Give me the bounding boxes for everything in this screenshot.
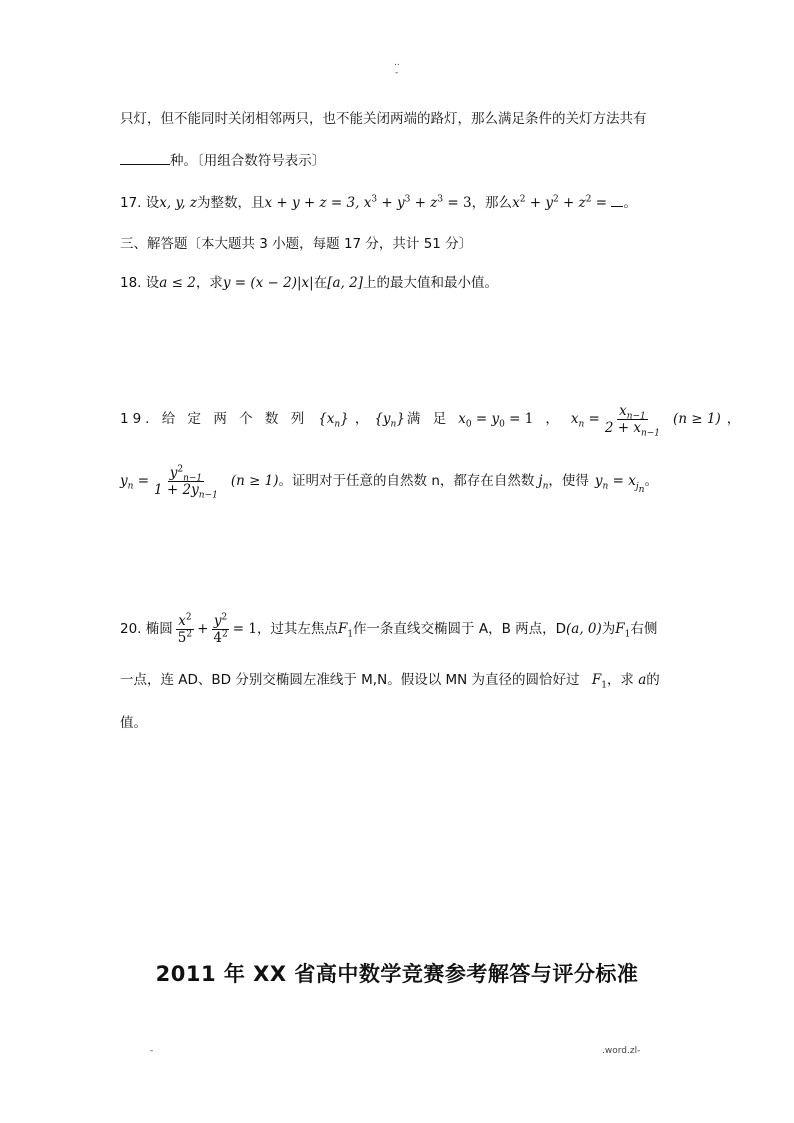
q20-frac2: $\frac{y^2}{4^2}$ bbox=[213, 612, 228, 646]
q18-cond: a ≤ 2 bbox=[159, 275, 196, 291]
q20-line2-tail: ，求 bbox=[606, 672, 634, 688]
q20-line2-end: 的 bbox=[646, 672, 660, 688]
footer-left: - bbox=[150, 1046, 154, 1056]
header-dash: - bbox=[395, 68, 399, 78]
q19-satisfy: 满 足 bbox=[406, 411, 451, 427]
q19-line2 bbox=[120, 460, 658, 502]
footer-right: .word.zl- bbox=[602, 1046, 641, 1056]
q20-plus: + bbox=[197, 621, 209, 637]
answer-key-title: 2011 年 XX 省高中数学竞赛参考解答与评分标准 bbox=[155, 962, 639, 986]
q20-line3: 值。 bbox=[120, 715, 147, 731]
q19-period: 。 bbox=[644, 473, 658, 489]
q20-text2: 作一条直线交椭圆于 A，B 两点，D bbox=[353, 621, 567, 637]
q18-mid: ，求 bbox=[195, 275, 223, 291]
section3-heading: 三、解答题〔本大题共 3 小题，每题 17 分，共计 51 分〕 bbox=[120, 236, 473, 252]
q19-lead: 19. 给 定 两 个 数 列 bbox=[120, 411, 309, 427]
q19-seq-x: $\{x_n\}$ bbox=[318, 411, 349, 430]
q20-line1 bbox=[120, 607, 657, 651]
q17-eq-end: = 3 bbox=[443, 195, 472, 211]
q20-a: a bbox=[638, 672, 647, 688]
q19-y-fraction: $\frac{y^2_{n-1}}{1 + 2y_{n-1}}$ bbox=[154, 464, 218, 501]
q17-end: 。 bbox=[623, 195, 637, 211]
q19-comma-3: ， bbox=[726, 411, 741, 427]
q19-cond-1: (n ≥ 1) bbox=[673, 411, 721, 427]
q17-vars: x, y, z bbox=[159, 195, 197, 211]
q18-num: 18. 设 bbox=[120, 275, 160, 291]
q17-ask-c: + z bbox=[558, 195, 586, 211]
q19-result: $y_n = x_{j_n}$ bbox=[594, 473, 645, 495]
q16-line1: 只灯，但不能同时关闭相邻两只，也不能关闭两端的路灯，那么满足条件的关灯方法共有 bbox=[120, 111, 647, 127]
q19-tail: 。证明对于任意的自然数 n，都存在自然数 bbox=[278, 473, 535, 489]
q18-on: 在 bbox=[313, 275, 328, 291]
q19-xn: $x_n$ = bbox=[570, 411, 600, 430]
q17-answer-blank bbox=[611, 194, 623, 207]
q20-F1-c: $F_1$ bbox=[591, 672, 607, 691]
q19-comma-1: ， bbox=[354, 411, 369, 427]
q18-interval: [a, 2] bbox=[327, 275, 363, 291]
q20-text1: ，过其左焦点 bbox=[256, 621, 338, 637]
q18-func: y = (x − 2)|x| bbox=[222, 275, 314, 291]
q20-point: (a, 0) bbox=[566, 621, 602, 637]
q17-num: 17. 设 bbox=[120, 195, 160, 211]
q20-num: 20. 椭圆 bbox=[120, 621, 173, 637]
q20-line2 bbox=[120, 670, 660, 690]
q17-eq1: x + y + z = 3, x bbox=[264, 195, 372, 211]
q16-line2-text: 种。〔用组合数符号表示〕 bbox=[170, 153, 326, 169]
q19-seq-y: $\{y_n\}$ bbox=[374, 411, 405, 430]
q18 bbox=[120, 273, 498, 293]
q17-ask-a: x bbox=[512, 195, 520, 211]
q20-frac1: $\frac{x^2}{5^2}$ bbox=[177, 612, 193, 646]
q16-line2 bbox=[120, 150, 325, 171]
header-mark: .. bbox=[394, 58, 400, 68]
q20-text4: 右侧 bbox=[630, 621, 658, 637]
q17-then: ，那么 bbox=[471, 195, 513, 211]
q17-ask-d: = bbox=[591, 195, 612, 211]
q17-cond-text: 为整数，且 bbox=[197, 195, 265, 211]
q20-line2-text: 一点，连 AD、BD 分别交椭圆左准线于 M,N。假设以 MN 为直径的圆恰好过 bbox=[120, 672, 580, 688]
q19-yn: $y_n$ = bbox=[120, 473, 150, 492]
q20-text3: 为 bbox=[601, 621, 616, 637]
q16-answer-blank bbox=[120, 150, 170, 165]
q19-cond-2: (n ≥ 1) bbox=[230, 473, 279, 489]
q17-ask-b: + y bbox=[525, 195, 553, 211]
q19-x-fraction: $\frac{x_{n-1}}{2 + x_{n-1}}$ bbox=[604, 402, 661, 439]
q20-F1: $F_1$ bbox=[337, 621, 354, 640]
q20-F1-b: $F_1$ bbox=[615, 621, 631, 640]
q18-tail: 上的最大值和最小值。 bbox=[362, 275, 498, 291]
q19-line1 bbox=[120, 398, 740, 440]
q17-eq-rest: + y bbox=[377, 195, 405, 211]
q20-eq: = 1 bbox=[232, 621, 257, 637]
q19-init: $x_0 = y_0 = 1$ bbox=[458, 411, 534, 430]
q19-tail2: ，使得 bbox=[548, 473, 589, 489]
q19-comma-2: ， bbox=[545, 411, 559, 427]
q19-jn: $j_n$ bbox=[538, 473, 549, 492]
q17: 17. 设x, y, z为整数，且x + y + z = 3, $x^3 + y^3 + z^3 = 3$，那么$x^2 + y^2 + z^2$ = 。 bbox=[120, 194, 637, 211]
q17-eq-rest2: + z bbox=[410, 195, 438, 211]
